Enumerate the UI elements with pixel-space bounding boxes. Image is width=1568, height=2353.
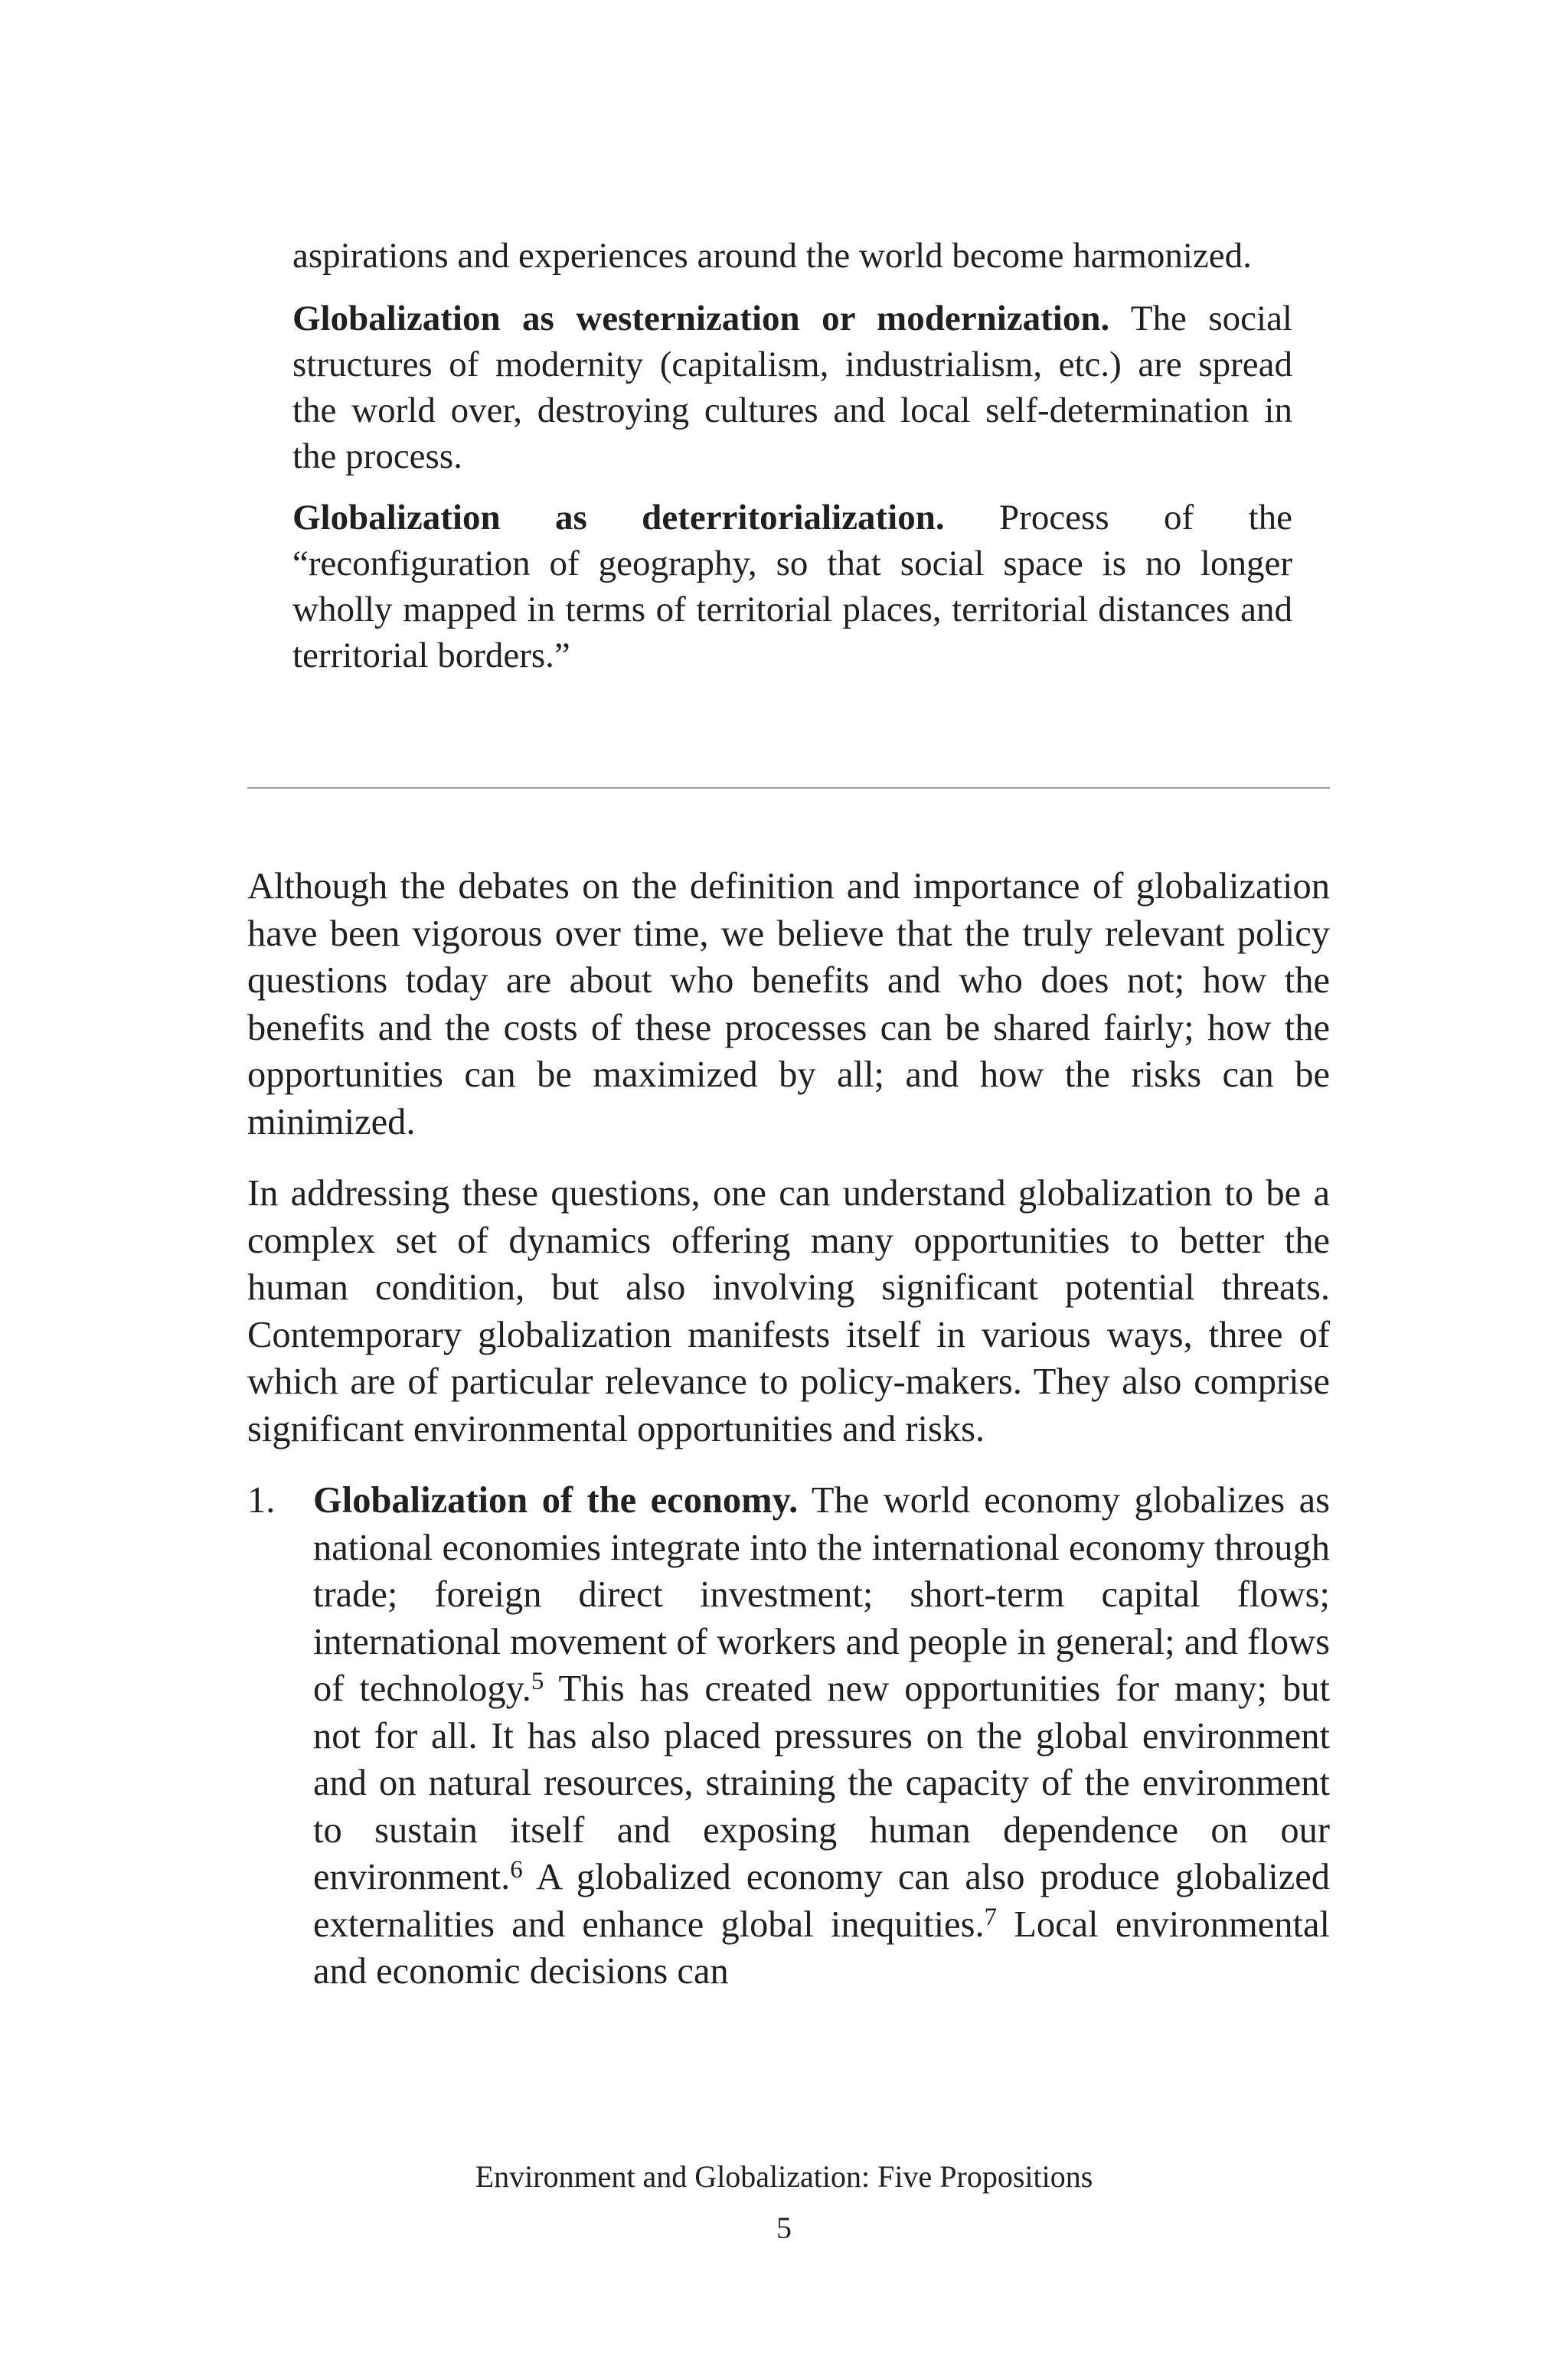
box-intro-continuation: aspirations and experiences around the world become harmonized. xyxy=(292,236,1252,276)
list-text-segment: Local environmental and economic decisions can xyxy=(313,1904,1330,1992)
body-paragraph: In addressing these questions, one can understand globalization to be a complex set of dynamics offering many opportunities to better the human condition, but also involving significant potential threats. Contemporary globalization manifests itself in various ways, three of which are of particular relevance to policy-makers. They also comprise significant environmental opportunities and risks. xyxy=(247,1173,1330,1449)
definition-text: The social structures of modernity (capitalism, industrialism, etc.) are spread the world over, destroying cultures and local self-determination in the process. xyxy=(292,299,1292,476)
list-number: 1. xyxy=(247,1480,276,1521)
body-text xyxy=(247,863,1330,1995)
list-item-text xyxy=(313,1477,1330,1995)
page-number: 5 xyxy=(776,2211,792,2245)
numbered-list-item xyxy=(247,1477,1330,1995)
list-text-segment: A globalized economy can also produce globalized externalities and enhance global inequities. xyxy=(313,1857,1330,1945)
definitions-box xyxy=(292,233,1292,694)
footnote-ref[interactable]: 7 xyxy=(984,1903,998,1931)
section-divider xyxy=(247,787,1330,789)
footnote-ref[interactable]: 5 xyxy=(531,1668,544,1696)
list-item-term: Globalization of the economy. xyxy=(313,1480,799,1521)
definition-westernization xyxy=(292,296,1292,479)
running-footer-title: Environment and Globalization: Five Propositions xyxy=(475,2159,1093,2194)
list-text-segment: The world economy globalizes as national economies integrate into the international economy through trade; foreign direct investment; short-term capital flows; international movement of workers and people in general; and flows of technology. xyxy=(313,1480,1330,1709)
definition-term: Globalization as deterritorialization. xyxy=(292,498,945,538)
list-text-segment: This has created new opportunities for many; but not for all. It has also placed pressures on the global environment and on natural resources, straining the capacity of the environment to sustain itself and exposing human dependence on our environment. xyxy=(313,1668,1330,1897)
footnote-ref[interactable]: 6 xyxy=(510,1856,523,1884)
body-paragraph: Although the debates on the definition and importance of globalization have been vigorous over time, we believe that the truly relevant policy questions today are about who benefits and who does not; how the benefits and the costs of these processes can be shared fairly; how the opportunities can be maximized by all; and how the risks can be minimized. xyxy=(247,866,1330,1142)
definition-text: Process of the “reconfiguration of geography, so that social space is no longer wholly mapped in terms of territorial places, territorial distances and territorial borders.” xyxy=(292,498,1292,675)
definition-deterritorialization xyxy=(292,495,1292,678)
definition-term: Globalization as westernization or modernization. xyxy=(292,299,1110,338)
